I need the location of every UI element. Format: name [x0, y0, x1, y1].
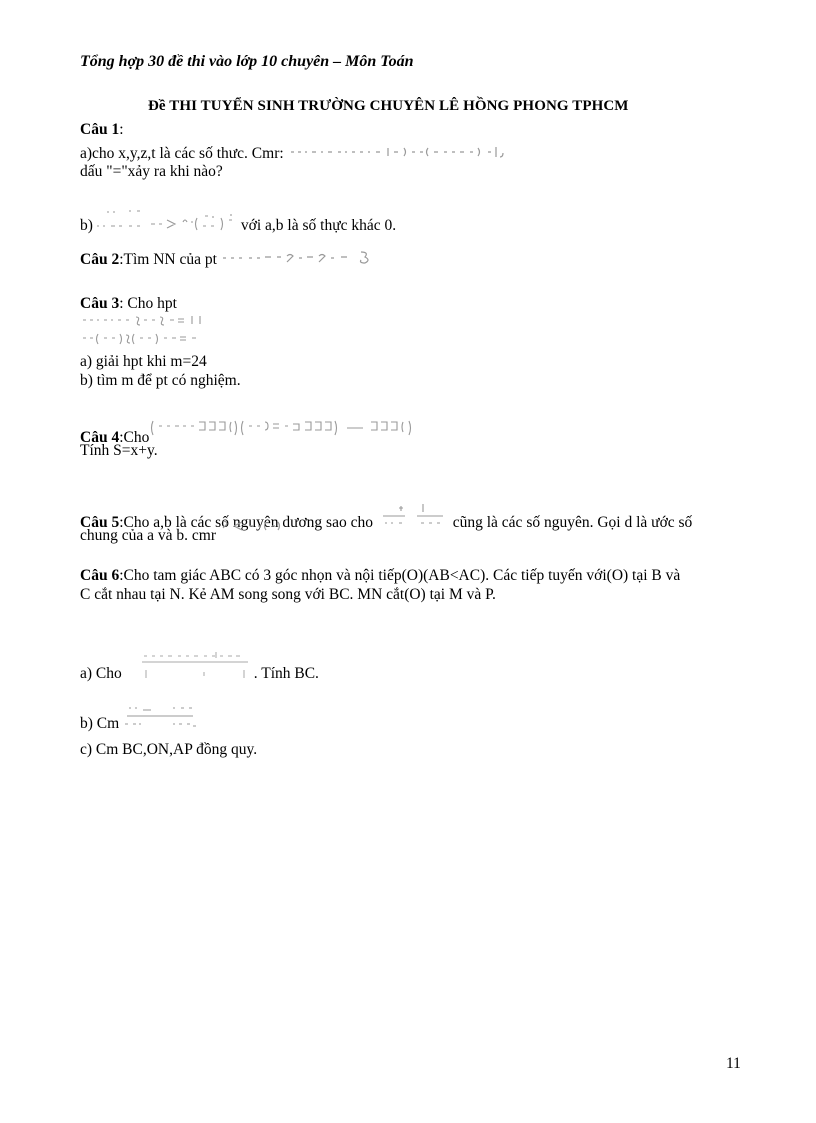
question-4-label: Câu 4: [80, 429, 120, 446]
question-1b-prefix: b): [80, 217, 93, 234]
formula-image-6b: [123, 704, 203, 734]
question-6a: [80, 644, 319, 683]
question-1b-suffix: với a,b là số thực khác 0.: [240, 217, 397, 234]
formula-image-1b: [93, 208, 241, 234]
question-1-heading: [80, 120, 124, 139]
question-4-text: :Cho: [119, 429, 150, 446]
question-1a-text: a)cho x,y,z,t là các số thưc. Cmr:: [80, 145, 284, 162]
question-1-label: Câu 1: [80, 121, 120, 138]
question-1b: [80, 204, 396, 235]
question-3b: b) tìm m để pt có nghiệm.: [80, 372, 241, 389]
exam-title: Đề THI TUYỂN SINH TRƯỜNG CHUYÊN LÊ HỒNG PHONG TPHCM: [148, 98, 629, 114]
question-6a-prefix: a) Cho: [80, 665, 122, 682]
question-3: [80, 294, 177, 313]
question-6c: c) Cm BC,ON,AP đồng quy.: [80, 741, 258, 758]
question-6b-prefix: b) Cm: [80, 715, 120, 732]
question-6-label: Câu 6: [80, 567, 120, 584]
question-1a-line2: dấu "="xảy ra khi nào?: [80, 163, 223, 180]
formula-image-6a: [122, 650, 254, 684]
question-5-label: Câu 5: [80, 514, 120, 531]
question-6-text: :Cho tam giác ABC có 3 góc nhọn và nội tiếp(O)(AB<AC). Các tiếp tuyến với(O) tại B và: [119, 567, 681, 584]
question-4-line2: Tính S=x+y.: [80, 442, 158, 459]
question-5-text1: :Cho a,b là các số nguyên dương sao cho: [119, 514, 373, 531]
formula-image-5b: [220, 518, 282, 536]
formula-image-3: [80, 313, 242, 354]
question-3-text: : Cho hpt: [119, 295, 177, 312]
page-header: Tổng hợp 30 đề thi vào lớp 10 chuyên – Môn Toán: [80, 53, 414, 70]
page-number: 11: [726, 1055, 741, 1072]
question-5-text2: cũng là các số nguyên. Gọi d là ước số: [452, 514, 693, 531]
question-6a-suffix: . Tính BC.: [253, 665, 319, 682]
question-1a: [80, 144, 508, 163]
question-1-colon: :: [119, 121, 124, 138]
question-2-label: Câu 2: [80, 251, 120, 268]
question-5-line2-text: chung của a và b. cmr: [80, 527, 216, 544]
question-6: [80, 566, 680, 585]
formula-image-4: [149, 418, 455, 438]
formula-image-2: [221, 250, 379, 264]
question-2-text: :Tìm NN của pt: [119, 251, 217, 268]
formula-image-1a: [288, 144, 508, 158]
question-6b: [80, 698, 203, 733]
formula-image-5: [377, 502, 449, 530]
question-2: [80, 250, 379, 269]
question-3-label: Câu 3: [80, 295, 120, 312]
question-6-line2: C cắt nhau tại N. Kẻ AM song song với BC. MN cắt(O) tại M và P.: [80, 586, 496, 603]
question-3a: a) giải hpt khi m=24: [80, 353, 207, 370]
question-5-line2: [80, 522, 282, 545]
